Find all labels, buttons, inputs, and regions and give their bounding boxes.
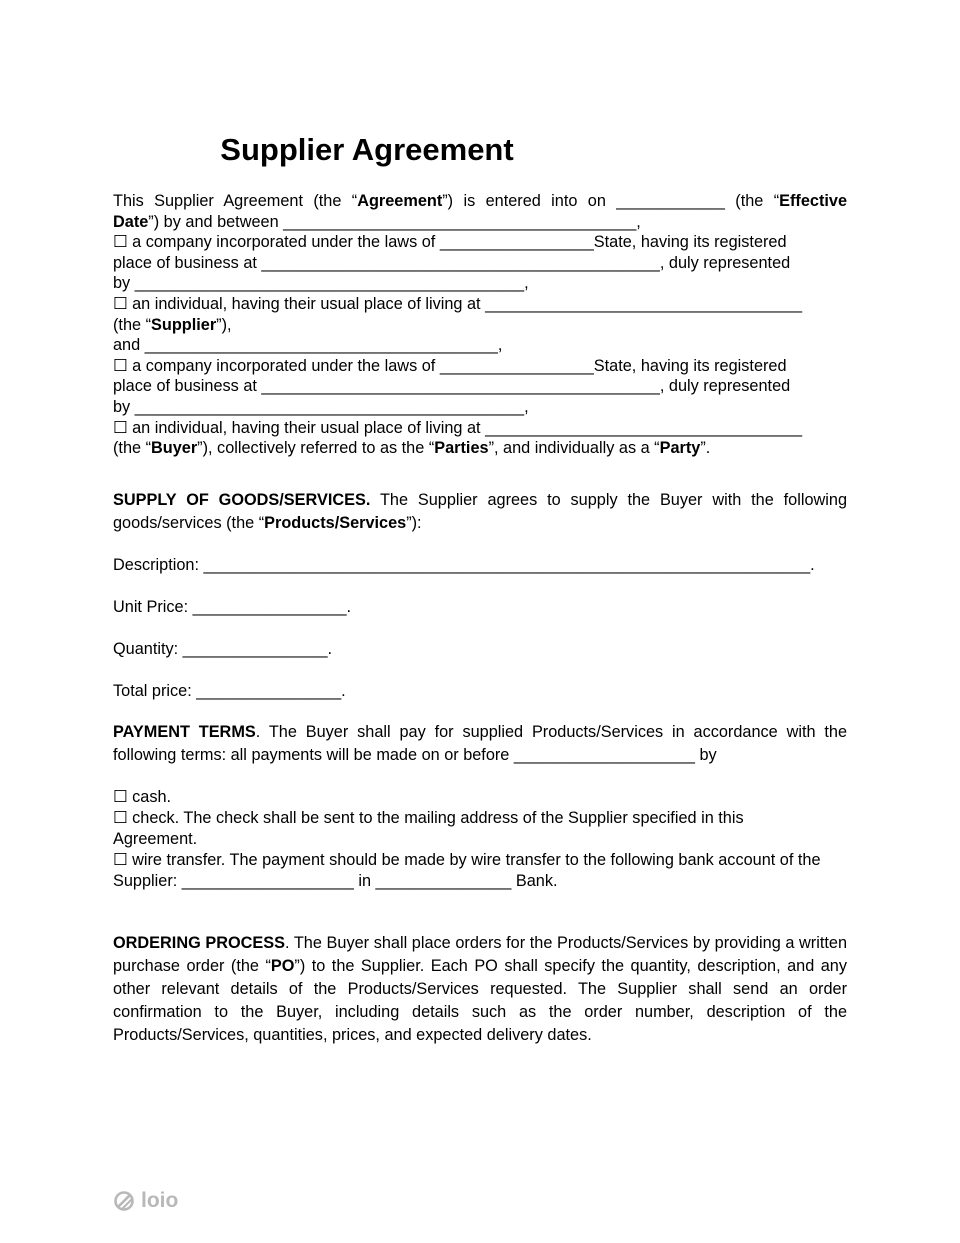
ordering-heading: ORDERING PROCESS (113, 934, 285, 952)
supply-section: SUPPLY OF GOODS/SERVICES. The Supplier agrees to supply the Buyer with the following goods/services (the “Products/Services”): (113, 491, 847, 532)
party2-individual-line: ☐ an individual, having their usual place of living at ___________________________________ (113, 418, 803, 437)
payment-option-check: ☐ check. The check shall be sent to the mailing address of the Supplier specified in this Agreement. (113, 809, 744, 848)
description-field: Description: ___________________________________________________________________. (113, 556, 815, 574)
payment-options (113, 787, 847, 892)
ordering-section: ORDERING PROCESS. The Buyer shall place orders for the Products/Services by providing a written purchase order (the “PO”) to the Supplier. Each PO shall specify the quantity, description, and any other relevant details of the Products/Services requested. The Supplier shall send an order confirmation to the Buyer, including details such as the order number, description of the Products/Services, quantities, prices, and expected delivery dates. (113, 934, 848, 1044)
supplier-label-line: (the “Supplier”), (113, 315, 232, 334)
supply-heading: SUPPLY OF GOODS/SERVICES. (113, 491, 371, 509)
total-price-field: Total price: ________________. (113, 682, 346, 700)
party1-company-line-2: place of business at ____________________________________________, duly represented (113, 253, 791, 272)
buyer-label-line: (the “Buyer”), collectively referred to as the “Parties”, and individually as a “Party”. (113, 439, 711, 458)
party1-individual-line: ☐ an individual, having their usual place of living at ___________________________________ (113, 294, 803, 313)
party2-company-line-1: ☐ a company incorporated under the laws of _________________State, having its registered (113, 356, 787, 375)
and-line: and _______________________________________, (113, 336, 503, 355)
logo-text: loio (141, 1189, 179, 1212)
party1-company-line-1: ☐ a company incorporated under the laws of _________________State, having its registered (113, 233, 787, 252)
parties-section (113, 191, 847, 459)
loio-logo-icon (113, 1190, 135, 1212)
party1-company-line-3: by ___________________________________________, (113, 274, 529, 293)
document-title: Supplier Agreement (220, 132, 514, 167)
payment-section: PAYMENT TERMS. The Buyer shall pay for supplied Products/Services in accordance with the following terms: all payments will be made on or before ____________________ by (113, 723, 848, 764)
party2-company-line-2: place of business at ____________________________________________, duly represented (113, 377, 791, 396)
unit-price-field: Unit Price: _________________. (113, 598, 352, 616)
payment-option-cash: ☐ cash. (113, 788, 172, 806)
loio-logo (113, 1188, 178, 1214)
quantity-field: Quantity: ________________. (113, 640, 333, 658)
intro-line-1: This Supplier Agreement (the “Agreement”) is entered into on ____________ (the “Effective (113, 192, 848, 210)
payment-option-wire: ☐ wire transfer. The payment should be made by wire transfer to the following bank account of the Supplier: ___________________ in _______________ Bank. (113, 851, 821, 890)
party2-company-line-3: by ___________________________________________, (113, 397, 529, 416)
intro-line-2: Date”) by and between _______________________________________, (113, 212, 641, 231)
payment-heading: PAYMENT TERMS (113, 723, 256, 741)
